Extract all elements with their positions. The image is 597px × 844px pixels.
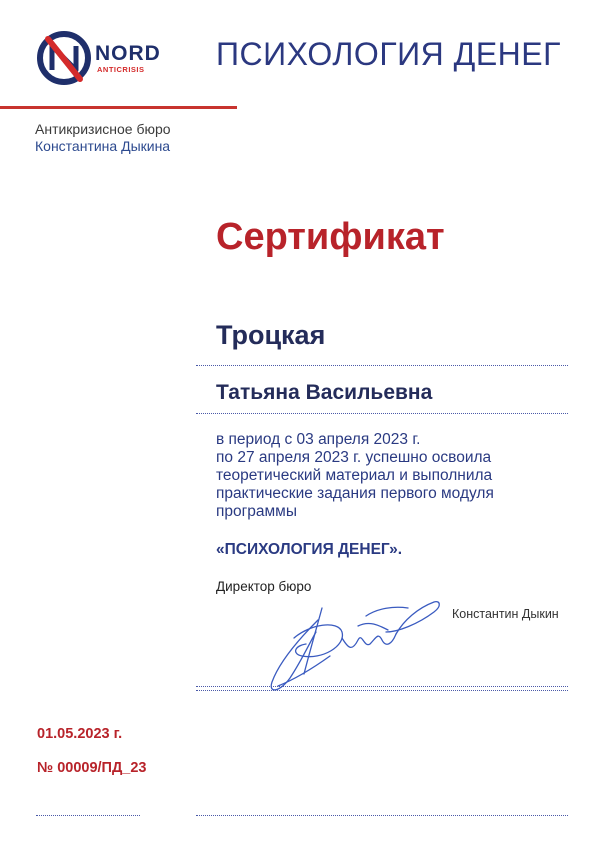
director-label: Директор бюро xyxy=(216,579,312,594)
dotted-divider xyxy=(36,815,140,816)
nord-logo-icon xyxy=(36,30,92,86)
dotted-divider xyxy=(196,413,568,414)
issue-date: 01.05.2023 г. xyxy=(37,726,123,742)
certificate-body-text xyxy=(216,431,494,521)
recipient-surname: Троцкая xyxy=(216,320,326,350)
program-name: «ПСИХОЛОГИЯ ДЕНЕГ». xyxy=(216,541,403,558)
dotted-divider xyxy=(196,690,568,691)
handwritten-signature xyxy=(258,590,448,698)
recipient-given-names: Татьяна Васильевна xyxy=(216,381,433,404)
dotted-divider xyxy=(196,686,568,687)
header-divider xyxy=(0,106,237,109)
body-text-line: программы xyxy=(216,503,297,520)
body-text-line: практические задания первого модуля xyxy=(216,485,494,502)
brand-subtitle: ANTICRISIS xyxy=(97,65,145,74)
body-text-line: в период с 03 апреля 2023 г. xyxy=(216,431,421,448)
director-name: Константин Дыкин xyxy=(452,607,559,621)
body-text-line: теоретический материал и выполнила xyxy=(216,467,493,484)
dotted-divider xyxy=(196,365,568,366)
body-text-line: по 27 апреля 2023 г. успешно освоила xyxy=(216,449,492,466)
certificate-title: Сертификат xyxy=(216,216,445,258)
program-header-title: ПСИХОЛОГИЯ ДЕНЕГ xyxy=(216,36,561,72)
certificate-number: № 00009/ПД_23 xyxy=(37,760,147,776)
bureau-name-line2: Константина Дыкина xyxy=(35,138,171,154)
brand-name: NORD xyxy=(95,42,161,65)
dotted-divider xyxy=(196,815,568,816)
bureau-name-line1: Антикризисное бюро xyxy=(35,121,171,137)
